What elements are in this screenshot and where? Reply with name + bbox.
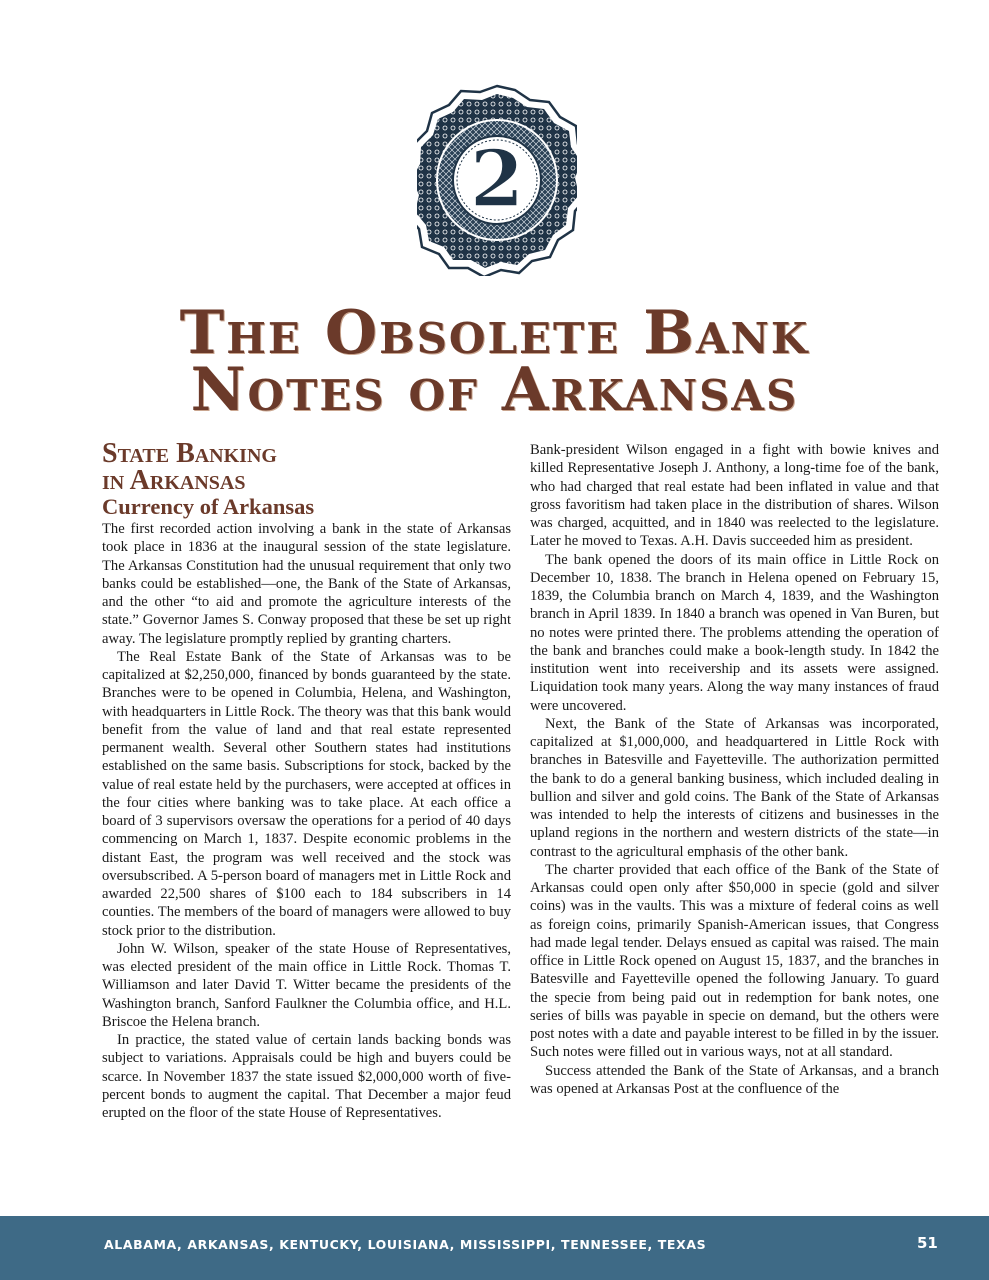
page-number: 51 [917,1234,938,1252]
article-title-line1: The Obsolete Bank [179,298,810,368]
section-heading-line1: State Banking [102,438,277,469]
footer-states: ALABAMA, ARKANSAS, KENTUCKY, LOUISIANA, MISSISSIPPI, TENNESSEE, TEXAS [104,1237,707,1252]
left-paragraph-4: In practice, the stated value of certain lands backing bonds was subject to variations. Appraisals could be high and buyers could be scarce. In November 1837 the state issued $2,000,000 worth of five-percent bonds to augment the capital. That December a major feud erupted on the floor of the state House of Representatives. [102,1032,511,1121]
article-title-line2: Notes of Arkansas [190,355,799,425]
right-column [530,441,939,1098]
left-paragraph-3: John W. Wilson, speaker of the state House of Representatives, was elected president of the main office in Little Rock. Thomas T. Williamson and later David T. Witter became the presidents of the Washington branch, Sanford Faulkner the Columbia office, and H.L. Briscoe the Helena branch. [102,940,511,1030]
right-paragraph-1: Bank-president Wilson engaged in a fight with bowie knives and killed Representative Joseph J. Anthony, a long-time foe of the bank, who had charged that real estate had been inflated in value and that gross favoritism had taken place in the distribution of shares. Wilson was charged, acquitted, and in 1840 was reelected to the legislature. Later he moved to Texas. A.H. Davis succeeded him as president. [530,442,939,550]
emblem-numeral: 2 [469,134,525,225]
right-paragraph-3: Next, the Bank of the State of Arkansas was incorporated, capitalized at $1,000,000, and headquartered in Little Rock with branches in Batesville and Fayetteville. The authorization permitted the bank to do a general banking business, which included dealing in bullion and silver and gold coins. The Bank of the State of Arkansas was intended to help the interests of citizens and businesses in the upland regions in the northern and western districts of the state—in contrast to the agricultural emphasis of the other bank. [530,715,939,860]
left-column [102,440,511,1122]
right-paragraph-4: The charter provided that each office of the Bank of the State of Arkansas could open only after $50,000 in specie (gold and silver coins) was in the vaults. This was a mixture of federal coins as well as foreign coins, primarily Spanish-American issues, that Congress had made legal tender. Delays ensued as capital was raised. The main office in Little Rock opened on August 15, 1837, and the branches in Batesville and Fayetteville opened the following January. To guard the specie from being paid out in redemption for bank notes, one series of bills was payable in specie on demand, but the others were post notes with a date and payable interest to be filled in by the issuer. Such notes were filled out in various ways, not at all standard. [530,861,939,1061]
left-paragraph-2: The Real Estate Bank of the State of Arkansas was to be capitalized at $2,250,000, financed by bonds guaranteed by the state. Branches were to be opened in Columbia, Helena, and Washington, with headquarters in Little Rock. The theory was that this bank would benefit from the value of land and that real estate represented permanent wealth. Several other Southern states had institutions established on the same basis. Subscriptions for stock, backed by the value of real estate held by the purchasers, were accepted at offices in the four cities where banking was to take place. At each office a board of 3 supervisors oversaw the operations for a period of 40 days commencing on March 1, 1837. Despite economic problems in the distant East, the program was well received and the stock was oversubscribed. A 5-person board of managers met in Little Rock and awarded 22,500 shares of $100 each to 184 subscribers in 14 counties. The members of the board of managers were allowed to buy stock prior to the distribution. [102,648,511,939]
section-heading-line2: in Arkansas [102,465,246,496]
section-subheading: Currency of Arkansas [102,494,315,519]
engraved-rosette-2-icon [417,84,577,276]
left-paragraph-1: The first recorded action involving a bank in the state of Arkansas took place in 1836 at the inaugural session of the state legislature. The Arkansas Constitution had the unusual requirement that only two banks could be established—one, the Bank of the State of Arkansas, and the other “to aid and promote the agriculture interests of the state.” Governor James S. Conway proposed that these be set up right away. The legislature promptly replied by granting charters. [102,521,511,647]
right-paragraph-5: Success attended the Bank of the State of Arkansas, and a branch was opened at Arkansas Post at the confluence of the [530,1062,939,1097]
right-paragraph-2: The bank opened the doors of its main office in Little Rock on December 10, 1838. The branch in Helena opened on February 15, 1839, the Columbia branch on March 4, 1839, and the Washington branch in April 1839. In 1840 a branch was opened in Van Buren, but no notes were printed there. The problems attending the operation of the bank and branches could make a book-length study. In 1842 the institution went into receivership and its assets were assigned. Liquidation took many years. Along the way many instances of fraud were uncovered. [530,551,939,714]
